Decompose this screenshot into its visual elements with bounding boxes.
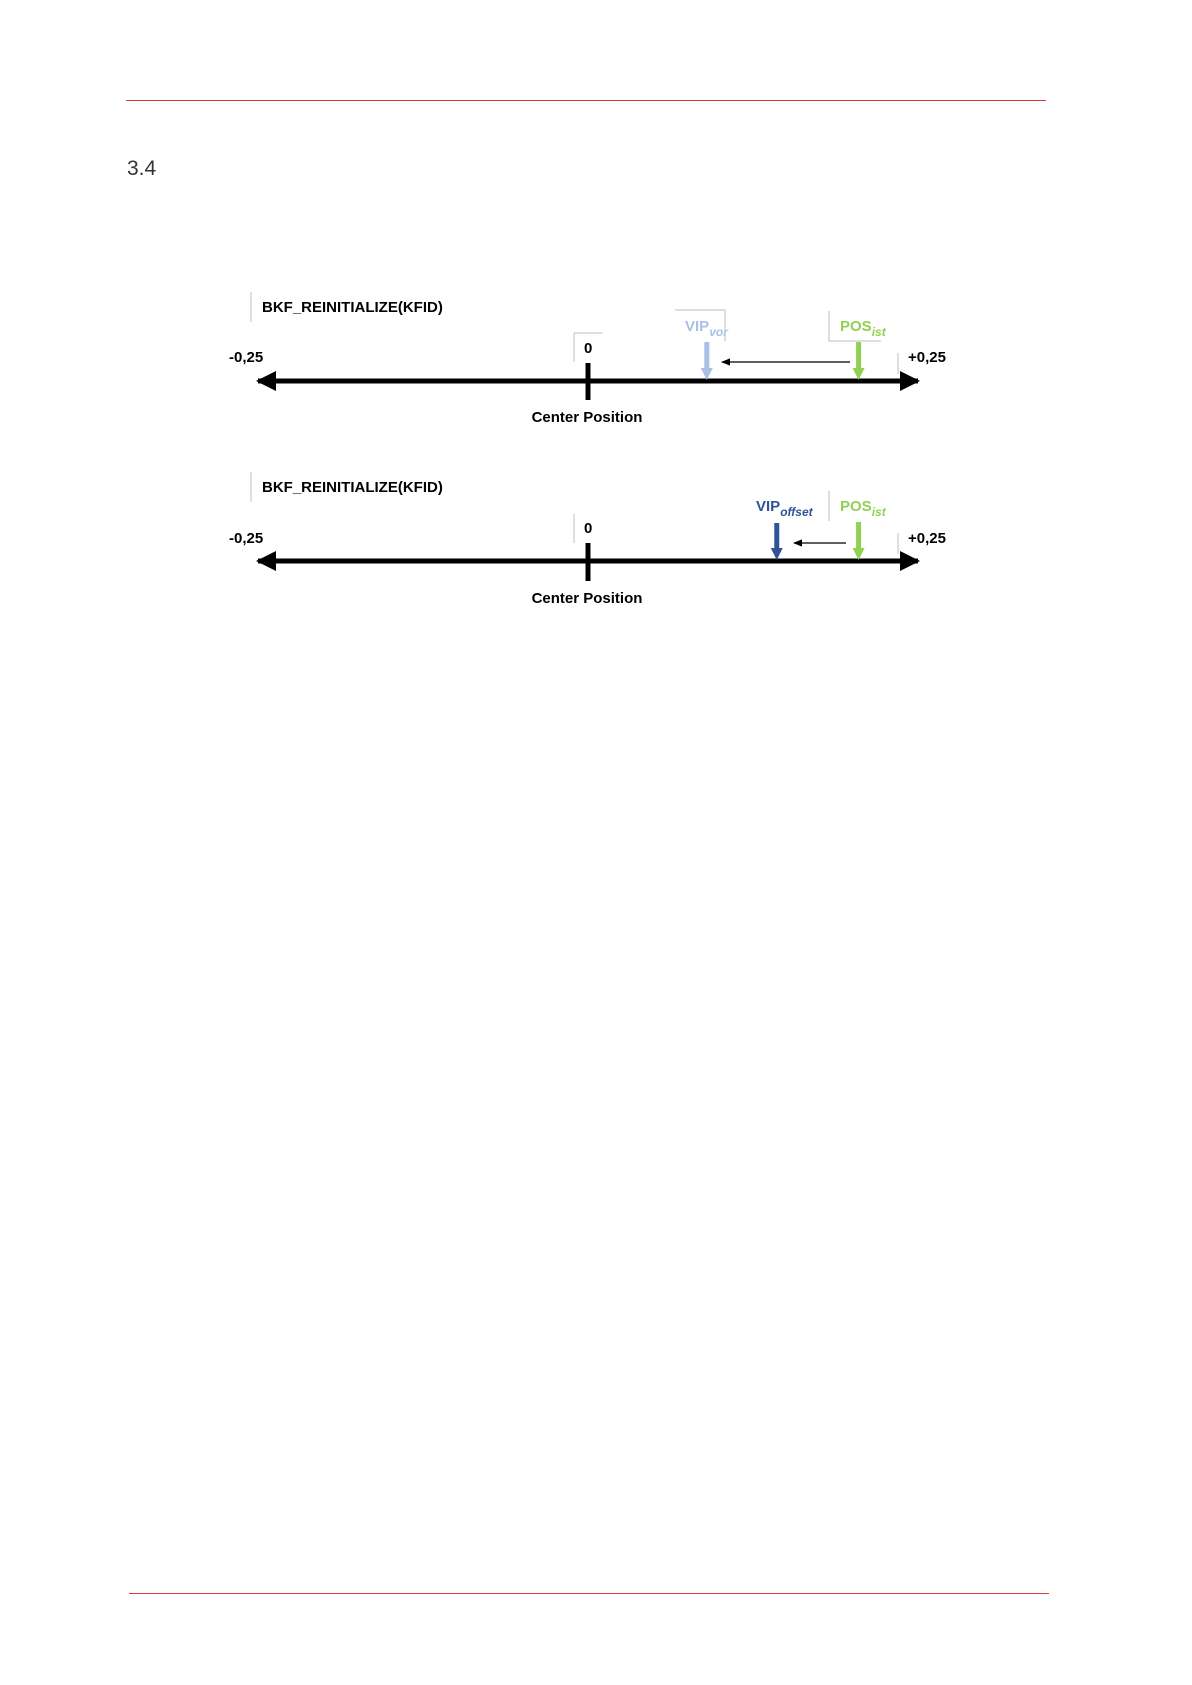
center-position-label: Center Position	[531, 409, 643, 426]
footer-rule	[129, 1593, 1049, 1594]
command-label: BKF_REINITIALIZE(KFID)	[262, 479, 443, 496]
pos-ist-arrowhead	[853, 368, 865, 380]
position-diagrams	[0, 0, 1192, 700]
axis-max-label: +0,25	[908, 349, 946, 366]
diagram-1	[229, 292, 946, 426]
center-position-label: Center Position	[531, 590, 643, 607]
diagram-2	[229, 472, 946, 607]
section-number: 3.4	[127, 157, 157, 180]
pos-ist-arrowhead	[853, 548, 865, 560]
command-label: BKF_REINITIALIZE(KFID)	[262, 299, 443, 316]
zero-label: 0	[584, 340, 593, 357]
vip-vor-arrowhead	[701, 368, 713, 380]
pos-ist-label: $POS_{ist}$	[840, 498, 886, 519]
vip-offset-label: $VIP_{offset}$	[756, 498, 813, 519]
pos-ist-label: $POS_{ist}$	[840, 318, 886, 339]
axis-max-label: +0,25	[908, 530, 946, 547]
zero-label: 0	[584, 520, 593, 537]
axis-min-label: -0,25	[229, 349, 264, 366]
vip-offset-arrowhead	[771, 548, 783, 560]
axis-min-label: -0,25	[229, 530, 264, 547]
vip-vor-label: $VIP_{vor}$	[685, 318, 728, 339]
